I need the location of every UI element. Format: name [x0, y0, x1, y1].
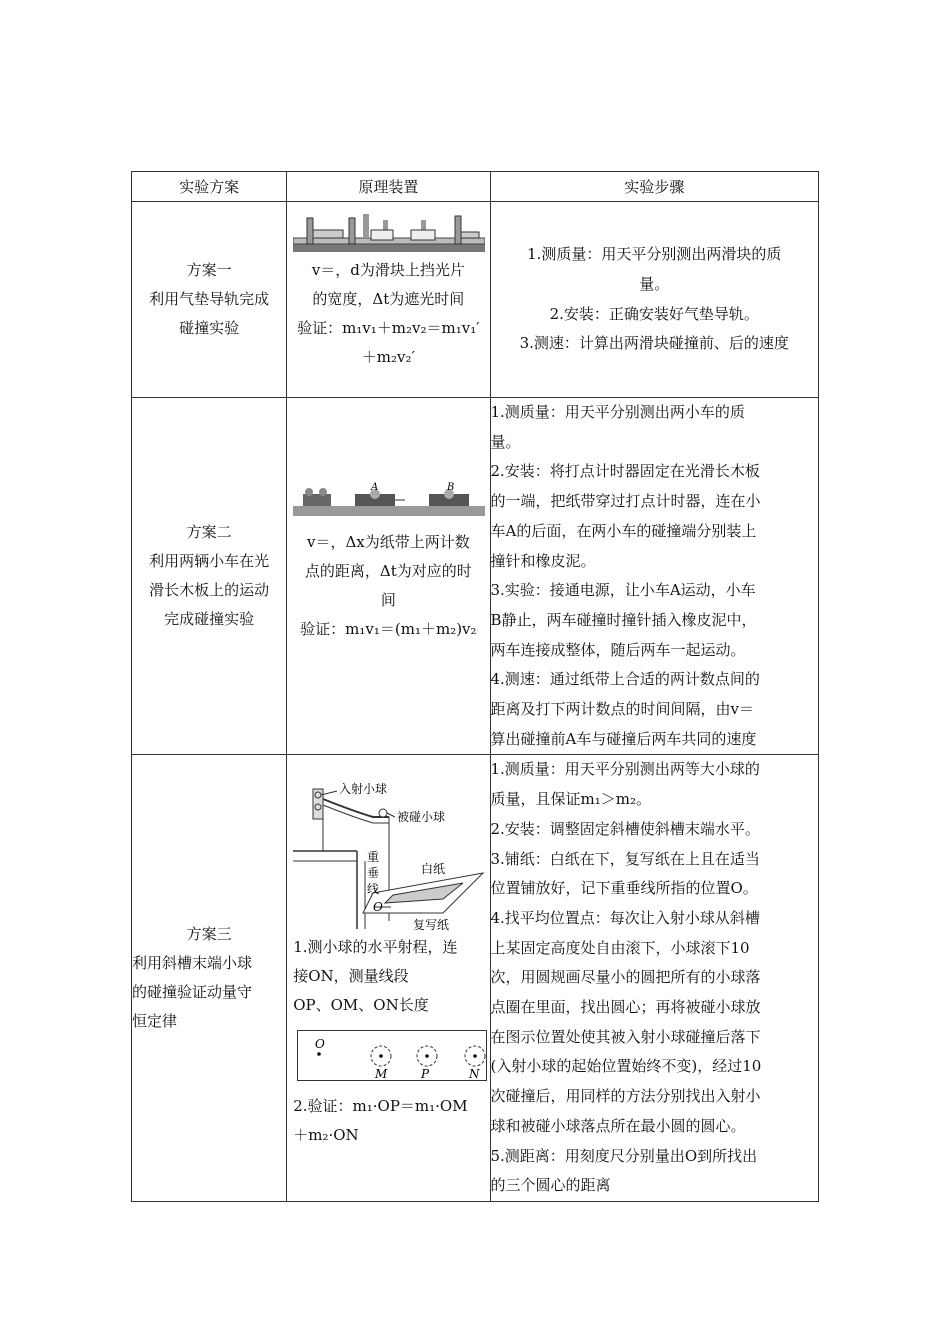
svg-text:复写纸: 复写纸 [413, 918, 450, 932]
air-track-figure [293, 210, 485, 256]
svg-text:N: N [469, 1067, 480, 1082]
svg-text:重: 重 [367, 850, 380, 865]
svg-text:白纸: 白纸 [421, 862, 446, 877]
svg-text:入射小球: 入射小球 [339, 782, 388, 797]
experiment-table [131, 171, 819, 1202]
chute-figure [293, 781, 489, 931]
principle-cell: A B v＝，Δx为纸带上两计数 点的距离，Δt为对应的时 间 验证：m₁v₁＝(m₁＋m₂)v₂ [287, 398, 490, 755]
header-principle: 原理装置 [287, 172, 490, 202]
svg-text:P: P [421, 1067, 430, 1082]
svg-text:垂: 垂 [367, 866, 380, 881]
table-row [132, 755, 819, 1202]
header-scheme: 实验方案 [132, 172, 287, 202]
table-row [132, 398, 819, 755]
principle-cell: 入射小球 被碰小球 重 垂 线 白纸 O 复写纸 1.测小球的水平射程，连 接ON，测量线段 OP、OM、ON长度 O M P N 2.验证：m₁·OP＝m₁·OM ＋m₂·ON [287, 755, 490, 1202]
svg-text:O: O [315, 1037, 326, 1052]
steps-cell: 1.测质量：用天平分别测出两等大小球的 质量，且保证m₁＞m₂。 2.安装：调整固定斜槽使斜槽末端水平。 3.铺纸：白纸在下，复写纸在上且在适当 位置铺放好，记下重垂线所指的位置O。 4.找平均位置点：每次让入射小球从斜槽 上某固定高度处自由滚下，小球滚下10 次，用圆规画尽量小的圆把所有的小球落 点圈在里面，找出圆心；再将被碰小球放 在图示位置处使其被入射小球碰撞后落下 (入射小球的起始位置始终不变)，经过10 次碰撞后，用同样的方法分别找出入射小 球和被碰小球落点所在最小圆的圆心。 5.测距离：用刻度尺分别量出O到所找出 的三个圆心的距离 [490, 755, 819, 1202]
svg-text:M: M [375, 1067, 388, 1082]
principle-cell: v＝，d为滑块上挡光片 的宽度，Δt为遮光时间 验证：m₁v₁＋m₂v₂＝m₁v₁′ ＋m₂v₂′ [287, 202, 490, 398]
svg-text:线: 线 [367, 882, 380, 897]
scheme-cell: 方案一 利用气垫导轨完成 碰撞实验 [132, 202, 287, 398]
carts-figure [293, 482, 485, 522]
svg-text:被碰小球: 被碰小球 [397, 810, 446, 825]
header-row [132, 172, 819, 202]
steps-cell: 1.测质量：用天平分别测出两滑块的质 量。 2.安装：正确安装好气垫导轨。 3.测速：计算出两滑块碰撞前、后的速度 [490, 202, 819, 398]
scheme-cell: 方案三 利用斜槽末端小球 的碰撞验证动量守 恒定律 [132, 755, 287, 1202]
header-steps: 实验步骤 [490, 172, 819, 202]
landing-points-figure [297, 1030, 487, 1082]
svg-text:O: O [373, 900, 384, 915]
cart-b-label: B [447, 482, 455, 493]
scheme-cell: 方案二 利用两辆小车在光 滑长木板上的运动 完成碰撞实验 [132, 398, 287, 755]
steps-cell: 1.测质量：用天平分别测出两小车的质 量。 2.安装：将打点计时器固定在光滑长木板 的一端，把纸带穿过打点计时器，连在小 车A的后面，在两小车的碰撞端分别装上 撞针和橡皮泥。 3.实验：接通电源，让小车A运动，小车 B静止，两车碰撞时撞针插入橡皮泥中， 两车连接成整体，随后两车一起运动。 4.测速：通过纸带上合适的两计数点间的 距离及打下两计数点的时间间隔，由v＝ 算出碰撞前A车与碰撞后两车共同的速度 [490, 398, 819, 755]
cart-a-label: A [371, 482, 379, 493]
table-row [132, 202, 819, 398]
